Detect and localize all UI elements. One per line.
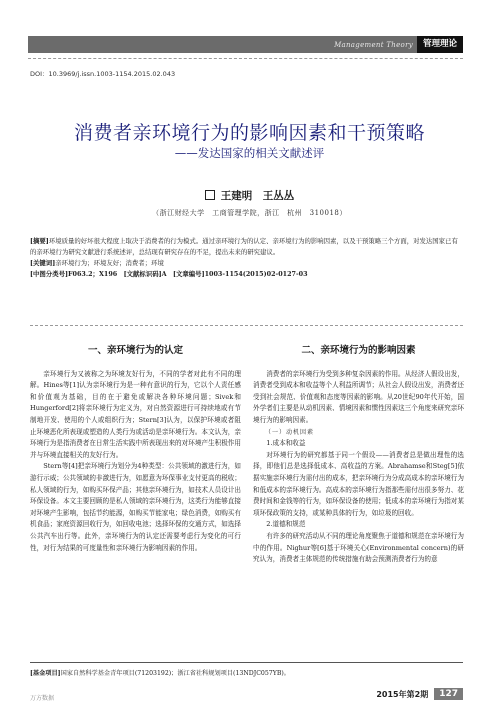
page-number: 127 (434, 688, 463, 700)
affiliation: （浙江财经大学 工商管理学院，浙江 杭州 310018） (152, 209, 347, 217)
section-heading-1: 一、亲环境行为的认定 (87, 345, 183, 356)
body-paragraph: 消费者的亲环境行为受到多种复杂因素的作用。从经济人假设出发，消费者受到成本和收益等个人利益所调节；从社会人假设出发，消费者还受到社会规范、价值观和态度等因素的影响。从20世纪90年代开始，国外学者们主要是从动机因素、情境因素和惯性因素这三个角度来研究亲环境行为的影响因素。 (253, 369, 464, 424)
header-english-tag: Management Theory (334, 40, 413, 49)
section-heading-2: 二、亲环境行为的影响因素 (301, 345, 416, 356)
subheading-cost-benefit: 1.成本和收益 (266, 439, 306, 448)
authors (0, 188, 499, 203)
doi: DOI：10.3969/j.issn.1003-1154.2015.02.043 (30, 70, 176, 78)
subheading-morals-norms: 2.道德和规范 (266, 520, 306, 529)
subheading-motivation: （一）动机因素 (265, 428, 315, 436)
keywords-label: [关键词] (30, 259, 56, 267)
checkbox-square-icon (205, 190, 215, 200)
page-reference (376, 688, 463, 700)
body-paragraph: Stern等[4]把亲环境行为划分为4种类型：公共领域的激进行为，如游行示威；公共领域的非激进行为，如愿意为环保事业支付更高的税收；私人领域的行为，如购买环保产品；其他亲环境行为，如技术人员设计出环保设备。本文主要回顾的是私人领域的亲环境行为，这类行为能够直接对环境产生影响，包括节约能源，如购买节能家电；绿色消费，如购买有机食品；家庭资源回收行为，如回收电池；选择环保的交通方式，如选择公共汽车出行等。此外，亲环境行为的认定还需要考虑行为变化的可行性，对行为结果的可度量性和亲环境行为影响因素的作用。 (30, 462, 241, 552)
body-paragraph: 对环境行为的研究都基于同一个假设——消费者总是做出理性的选择，即他们总是选择低成本、高收益的方案。Abrahamse和Steg[5]依据实施亲环境行为需付出的成本，把亲环境行为分成高成本的亲环境行为和低成本的亲环境行为。高成本的亲环境行为指那些需付出很多努力、花费时间和金钱等的行为，如环保设备的使用；低成本的亲环境行为指对某项环保政策的支持，或某种具体的行为，如垃圾的回收。 (253, 450, 464, 517)
right-column (253, 345, 464, 566)
abstract-label: [摘要] (30, 237, 49, 245)
article-title: 消费者亲环境行为的影响因素和干预策略 (73, 122, 425, 144)
funding-footnote (30, 668, 290, 677)
watermark: 万方数据 (30, 695, 55, 702)
issue-label: 2015年第2期 (376, 689, 429, 699)
abstract-text: 环境质量的好坏很大程度上取决于消费者的行为模式。通过亲环境行为的认定、亲环境行为的影响因素，以及干预策略三个方面，对发达国家已有的亲环境行为研究文献进行系统述评，总结现有研究存在的不足，提出未来的研究建议。 (30, 237, 458, 256)
funding-label: [基金项目] (30, 670, 61, 677)
author-names: 王建明 王丛丛 (220, 190, 295, 202)
abstract-divider (30, 325, 463, 326)
footnote-divider (30, 662, 463, 663)
classification: [中图分类号]F063.2；X196 [文献标识码]A [文章编号]1003-1154(2015)02-0127-03 (30, 270, 308, 278)
keywords (30, 258, 463, 269)
body-paragraph: 亲环境行为又被称之为环境友好行为，不同的学者对此有不同的理解。Hines等[1]认为亲环境行为是一种有意识的行为，它以个人责任感和价值观为基础，目的在于避免或解决各种环境问题；Sivek和Hungerford[2]将亲环境行为定义为，对自然资源进行可持续地或有节制地开发、使用的个人或组织行为；Stern[3]认为，以保护环境或者阻止环境恶化所表现或塑造的人类行为或活动是亲环境行为。本文认为，亲环境行为是指消费者在日常生活实践中所表现出来的对环境产生积极作用并与环境直接相关的友好行为。 (30, 369, 241, 459)
header-divider (28, 58, 463, 59)
abstract (30, 236, 463, 258)
keywords-text: 亲环境行为；环境友好；消费者；环境 (55, 259, 164, 267)
article-subtitle: ——发达国家的相关文献述评 (174, 146, 325, 160)
body-paragraph: 有许多的研究活动从不同的理论角度聚焦于道德和规范在亲环境行为中的作用。Nighur等[6]基于环境关心(Environmental concern)的研究认为，消费者主体规范的传统措施有助会预测消费者行为的意 (253, 531, 464, 564)
left-column (30, 345, 241, 554)
abstract-block (30, 236, 463, 280)
header-band (28, 36, 463, 53)
funding-text: 国家自然科学基金青年项目(71203192)；浙江省社科规划项目(13NDJC057YB)。 (60, 670, 290, 677)
section-tag: 管理理论 (417, 36, 463, 53)
